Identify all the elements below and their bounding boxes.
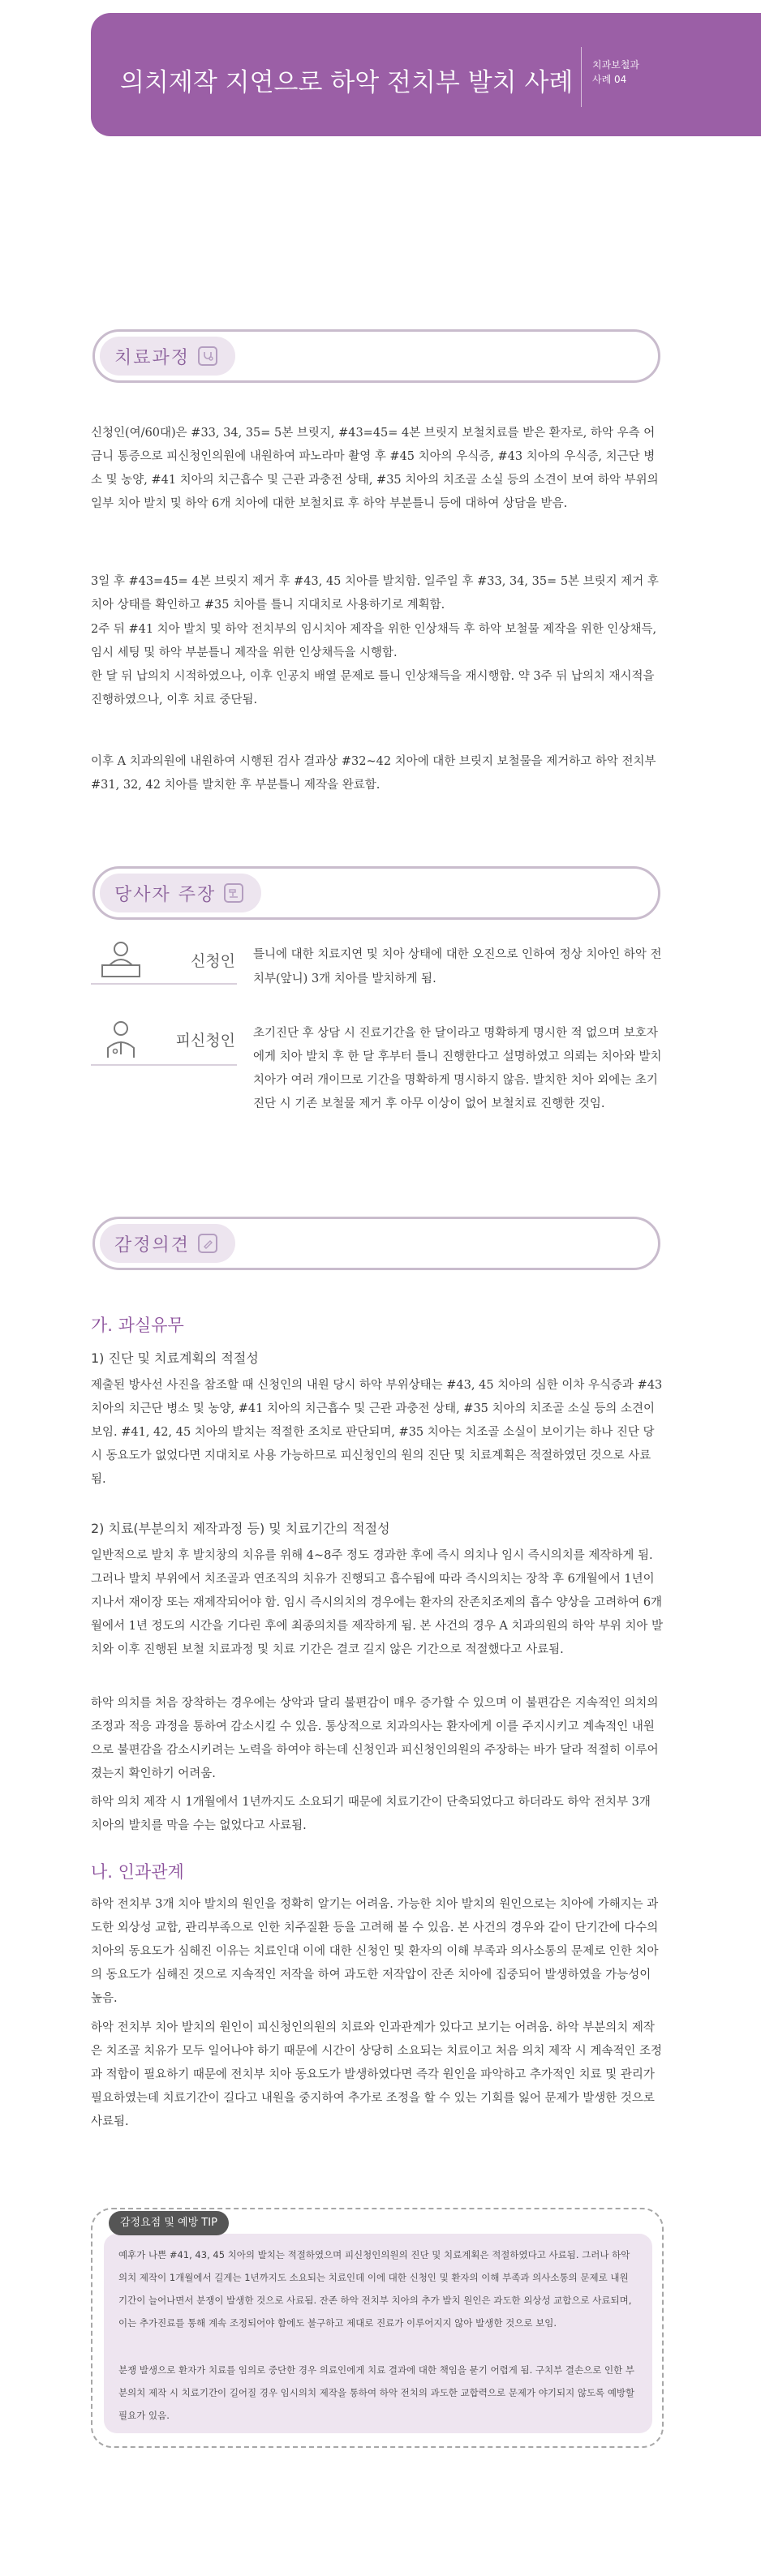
treatment-paragraph-3: 2주 뒤 #41 치아 발치 및 하악 전치부의 임시치아 제작을 위한 인상채득 후 하악 보철물 제작을 위한 인상채득, 임시 세팅 및 하악 부분틀니 제작을 위한 인상채득을 시행함. bbox=[91, 623, 657, 659]
section-header-opinion bbox=[92, 1217, 660, 1270]
applicant-label: 신청인 bbox=[190, 952, 235, 970]
section-pill-treatment bbox=[100, 337, 235, 376]
stethoscope-icon bbox=[198, 346, 217, 366]
header-divider bbox=[581, 47, 582, 107]
applicant-divider bbox=[91, 983, 237, 985]
heading-causation: 나. 인과관계 bbox=[91, 1862, 184, 1882]
treatment-paragraph-4: 한 달 뒤 납의치 시적하였으나, 이후 인공치 배열 문제로 틀니 인상채득을 재시행함. 약 3주 뒤 납의치 재시적을 진행하였으나, 이후 치료 중단됨. bbox=[91, 670, 655, 706]
respondent-label: 피신청인 bbox=[175, 1032, 235, 1050]
section-header-claims bbox=[92, 866, 660, 920]
section-pill-claims bbox=[100, 874, 261, 912]
tip-paragraph-2: 분쟁 발생으로 환자가 치료를 임의로 중단한 경우 의료인에게 치료 결과에 대한 책임을 묻기 어렵게 됨. 구치부 결손으로 인한 부분의치 제작 시 치료기간이 길어질 경우 임시의치 제작을 통하여 하악 전치의 과도한 교합력으로 문제가 야기되지 않도록 예방할 필요가 있음. bbox=[118, 2364, 635, 2421]
heading-negligence: 가. 과실유무 bbox=[91, 1316, 184, 1335]
person-desk-icon bbox=[96, 939, 146, 981]
treatment-paragraph-2: 3일 후 #43=45= 4본 브릿지 제거 후 #43, 45 치아를 발치함. 일주일 후 #33, 34, 35= 5본 브릿지 제거 후 치아 상태를 확인하고 #35 치아를 틀니 지대치로 사용하기로 계획함. bbox=[91, 575, 659, 612]
respondent-claim-text: 초기진단 후 상담 시 진료기간을 한 달이라고 명확하게 명시한 적 없으며 보호자에게 치아 발치 후 한 달 후부터 틀니 진행한다고 설명하였고 의뢰는 치아와 발치 치아가 여러 개이므로 기간을 명확하게 명시하지 않음. 발치한 치아 외에는 초기 진단 시 기존 보철물 제거 후 아무 이상이 없어 보철치료 진행한 것임. bbox=[253, 1027, 662, 1110]
section-title-claims: 당사자 주장 bbox=[114, 884, 217, 905]
section-header-treatment bbox=[92, 329, 660, 383]
tip-label: 감정요점 및 예방 TIP bbox=[109, 2211, 229, 2235]
respondent-divider bbox=[91, 1064, 237, 1066]
header-category bbox=[592, 58, 639, 87]
section-pill-opinion bbox=[100, 1224, 235, 1263]
respondent-claim bbox=[253, 1022, 662, 1110]
tip-paragraph-1: 예후가 나쁜 #41, 43, 45 치아의 발치는 적절하였으며 피신청인의원의 진단 및 치료계획은 적절하였다고 사료됨. 그러나 하악 의치 제작이 1개월에서 길게는 1년까지도 소요되는 치료인데 이에 대한 신청인 및 환자의 이해 부족과 의사소통의 문제로 내원 기간이 늘어나면서 분쟁이 발생한 것으로 사료됨. 잔존 하악 전치부 치아의 추가 발치 원인은 과도한 외상성 교합으로 사료되며, 이는 추가진료를 통해 계속 조정되어야 함에도 불구하고 제대로 진료가 이루어지지 않아 발생한 것으로 보임. bbox=[118, 2249, 632, 2329]
page-title: 의치제작 지연으로 하악 전치부 발치 사례 bbox=[120, 68, 574, 97]
treatment-paragraph-1: 신청인(여/60대)은 #33, 34, 35= 5본 브릿지, #43=45= 4본 브릿지 보철치료를 받은 환자로, 하악 우측 어금니 통증으로 피신청인의원에 내원하여 파노라마 촬영 후 #45 치아의 우식증, #43 치아의 우식증, 치근단 병소 및 농양, #41 치아의 치근흡수 및 근관 과충전 상태, #35 치아의 치조골 소실 등의 소견이 보여 하악 부위의 일부 치아 발치 및 하악 6개 치아에 대한 보철치료 후 하악 부분틀니 등에 대하여 상담을 받음. bbox=[91, 427, 659, 510]
treatment-period-paragraph-1: 일반적으로 발치 후 발치창의 치유를 위해 4~8주 정도 경과한 후에 즉시 의치나 임시 즉시의치를 제작하게 됨. 그러나 발치 부위에서 치조골과 연조직의 치유가 진행되고 흡수됨에 따라 즉시의치는 장착 후 6개월에서 1년이 지나서 재이장 또는 재제작되어야 함. 임시 즉시의치의 경우에는 환자의 잔존치조제의 흡수 양상을 고려하여 6개월에서 1년 정도의 시간을 기다린 후에 최종의치를 제작하게 됨. 본 사건의 경우 A 치과의원의 하악 부위 치아 발치와 이후 진행된 보철 치료과정 및 치료 기간은 결코 길지 않은 기간으로 적절했다고 사료됨. bbox=[91, 1549, 663, 1656]
treatment-paragraph-5: 이후 A 치과의원에 내원하여 시행된 검사 결과상 #32~42 치아에 대한 브릿지 보철물을 제거하고 하악 전치부 #31, 32, 42 치아를 발치한 후 부분틀니 제작을 완료함. bbox=[91, 755, 656, 792]
applicant-claim: 틀니에 대한 치료지연 및 치아 상태에 대한 오진으로 인하여 정상 치아인 하악 전치부(앞니) 3개 치아를 발치하게 됨. bbox=[253, 948, 662, 985]
subheading-treatment-period: 2) 치료(부분의치 제작과정 등) 및 치료기간의 적절성 bbox=[91, 1521, 390, 1536]
subheading-diagnosis: 1) 진단 및 치료계획의 적절성 bbox=[91, 1350, 259, 1366]
doctor-icon bbox=[96, 1019, 146, 1061]
page-header bbox=[91, 13, 761, 136]
treatment-period-paragraph-2: 하악 의치를 처음 장착하는 경우에는 상악과 달리 불편감이 매우 증가할 수 있으며 이 불편감은 지속적인 의치의 조정과 적응 과정을 통하여 감소시킬 수 있음. 통상적으로 치과의사는 환자에게 이를 주지시키고 계속적인 내원으로 불편감을 감소시키려는 노력을 하여야 하는데 신청인과 피신청인의원의 주장하는 바가 달라 적절히 이루어졌는지 확인하기 어려움. bbox=[91, 1697, 659, 1780]
causation-paragraph-1: 하악 전치부 3개 치아 발치의 원인을 정확히 알기는 어려움. 가능한 치아 발치의 원인으로는 치아에 가해지는 과도한 외상성 교합, 관리부족으로 인한 치주질환 등을 고려해 볼 수 있음. 본 사건의 경우와 같이 단기간에 다수의 치아의 동요도가 심해진 이유는 치료인대 이에 대한 신청인 및 환자의 이해 부족과 의사소통의 문제로 인한 치아의 동요도가 심해진 것으로 지속적인 저작을 하여 과도한 저작압이 잔존 치아에 집중되어 발생하였을 가능성이 높음. bbox=[91, 1898, 659, 2005]
header-department: 치과보철과 bbox=[592, 59, 639, 71]
section-title-treatment: 치료과정 bbox=[114, 347, 191, 368]
section-title-opinion: 감정의견 bbox=[114, 1234, 191, 1256]
diagnosis-paragraph: 제출된 방사선 사진을 참조할 때 신청인의 내원 당시 하악 부위상태는 #43, 45 치아의 심한 이차 우식증과 #43 치아의 치근단 병소 및 농양, #41 치아의 치근흡수 및 근관 과충전 상태, #35 치아의 치조골 소실 등의 소견이 보임. #41, 42, 45 치아의 발치는 적절한 조치로 판단되며, #35 치아는 치조골 소실이 보이기는 하나 진단 당시 동요도가 없었다면 지대치로 사용 가능하므로 피신청인의 원의 진단 및 치료계획은 적절하였던 것으로 사료됨. bbox=[91, 1379, 663, 1486]
causation-paragraph-2: 하악 전치부 치아 발치의 원인이 피신청인의원의 치료와 인과관계가 있다고 보기는 어려움. 하악 부분의치 제작은 치조골 치유가 모두 일어나야 하기 때문에 시간이 상당히 소요되는 치료이고 처음 의치 제작 시 계속적인 조정과 적합이 필요하기 때문에 전치부 치아 동요도가 발생하였다면 즉각 원인을 파악하고 추가적인 치료 및 관리가 필요하였는데 치료기간이 길다고 내원을 중지하여 추가로 조정을 할 수 있는 기회를 잃어 문제가 발생한 것으로 사료됨. bbox=[91, 2021, 663, 2128]
header-case-number: 사례 04 bbox=[592, 74, 627, 85]
gavel-icon bbox=[224, 883, 243, 903]
treatment-period-paragraph-3: 하악 의치 제작 시 1개월에서 1년까지도 소요되기 때문에 치료기간이 단축되었다고 하더라도 하악 전치부 3개 치아의 발치를 막을 수는 없었다고 사료됨. bbox=[91, 1796, 651, 1832]
pen-icon bbox=[198, 1234, 217, 1253]
